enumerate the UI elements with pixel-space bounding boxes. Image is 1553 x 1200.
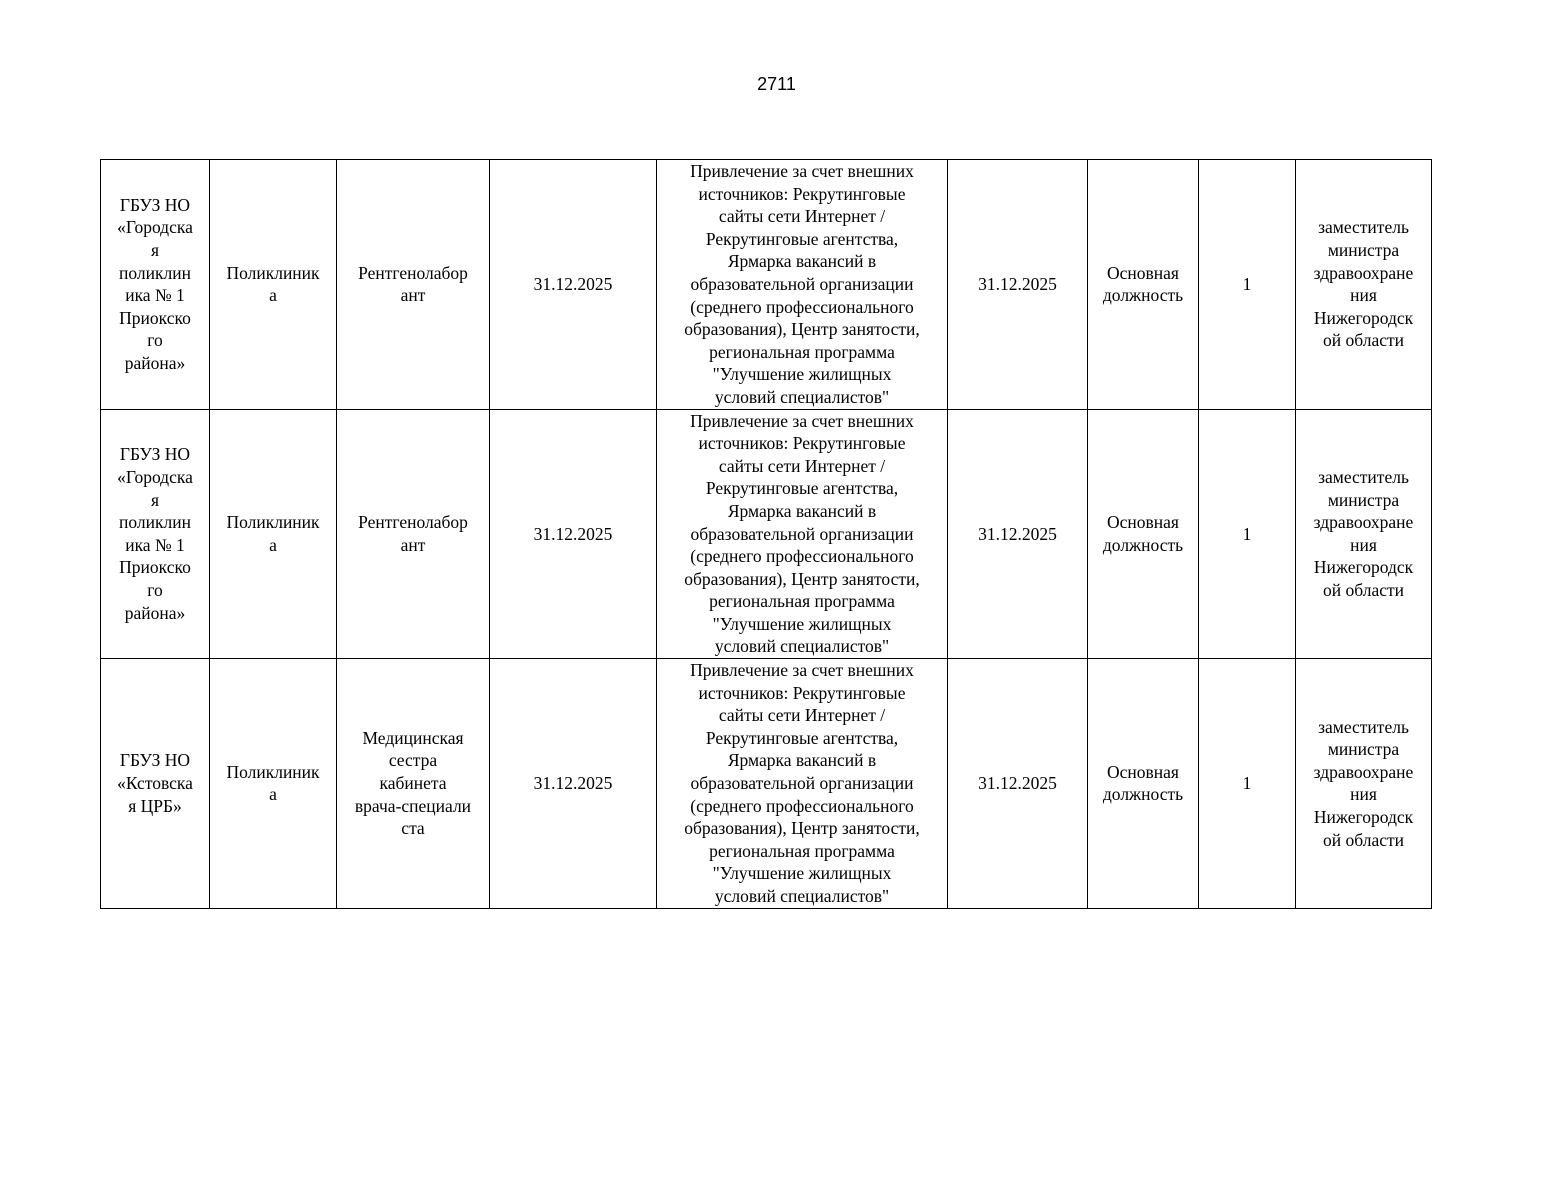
position-type-cell: Основная должность: [1088, 160, 1199, 410]
method-cell: Привлечение за счет внешних источников: Рекрутинговые сайты сети Интернет / Рекрутинговые агентства, Ярмарка вакансий в образовательной организации (среднего профессионального образования), Центр занятости, региональная программа "Улучшение жилищных условий специалистов": [657, 659, 948, 909]
table-row: [101, 160, 1432, 410]
department-cell: Поликлиник а: [210, 160, 337, 410]
position-cell: Рентгенолабор ант: [337, 160, 490, 410]
responsible-cell: заместитель министра здравоохране ния Нижегородск ой области: [1296, 160, 1432, 410]
count-cell: 1: [1199, 409, 1296, 659]
date-cell: 31.12.2025: [490, 160, 657, 410]
date-cell: 31.12.2025: [490, 409, 657, 659]
organization-cell: ГБУЗ НО «Городска я поликлин ика № 1 Приокско го района»: [101, 160, 210, 410]
position-cell: Рентгенолабор ант: [337, 409, 490, 659]
method-cell: Привлечение за счет внешних источников: Рекрутинговые сайты сети Интернет / Рекрутинговые агентства, Ярмарка вакансий в образовательной организации (среднего профессионального образования), Центр занятости, региональная программа "Улучшение жилищных условий специалистов": [657, 409, 948, 659]
position-type-cell: Основная должность: [1088, 659, 1199, 909]
count-cell: 1: [1199, 160, 1296, 410]
table-row: [101, 659, 1432, 909]
deadline-cell: 31.12.2025: [948, 160, 1088, 410]
count-cell: 1: [1199, 659, 1296, 909]
vacancy-table: [100, 159, 1432, 909]
date-cell: 31.12.2025: [490, 659, 657, 909]
deadline-cell: 31.12.2025: [948, 409, 1088, 659]
table-row: [101, 409, 1432, 659]
organization-cell: ГБУЗ НО «Кстовска я ЦРБ»: [101, 659, 210, 909]
deadline-cell: 31.12.2025: [948, 659, 1088, 909]
department-cell: Поликлиник а: [210, 409, 337, 659]
page-number: 2711: [757, 74, 796, 94]
position-type-cell: Основная должность: [1088, 409, 1199, 659]
method-cell: Привлечение за счет внешних источников: Рекрутинговые сайты сети Интернет / Рекрутинговые агентства, Ярмарка вакансий в образовательной организации (среднего профессионального образования), Центр занятости, региональная программа "Улучшение жилищных условий специалистов": [657, 160, 948, 410]
position-cell: Медицинская сестра кабинета врача-специали ста: [337, 659, 490, 909]
organization-cell: ГБУЗ НО «Городска я поликлин ика № 1 Приокско го района»: [101, 409, 210, 659]
responsible-cell: заместитель министра здравоохране ния Нижегородск ой области: [1296, 659, 1432, 909]
department-cell: Поликлиник а: [210, 659, 337, 909]
responsible-cell: заместитель министра здравоохране ния Нижегородск ой области: [1296, 409, 1432, 659]
